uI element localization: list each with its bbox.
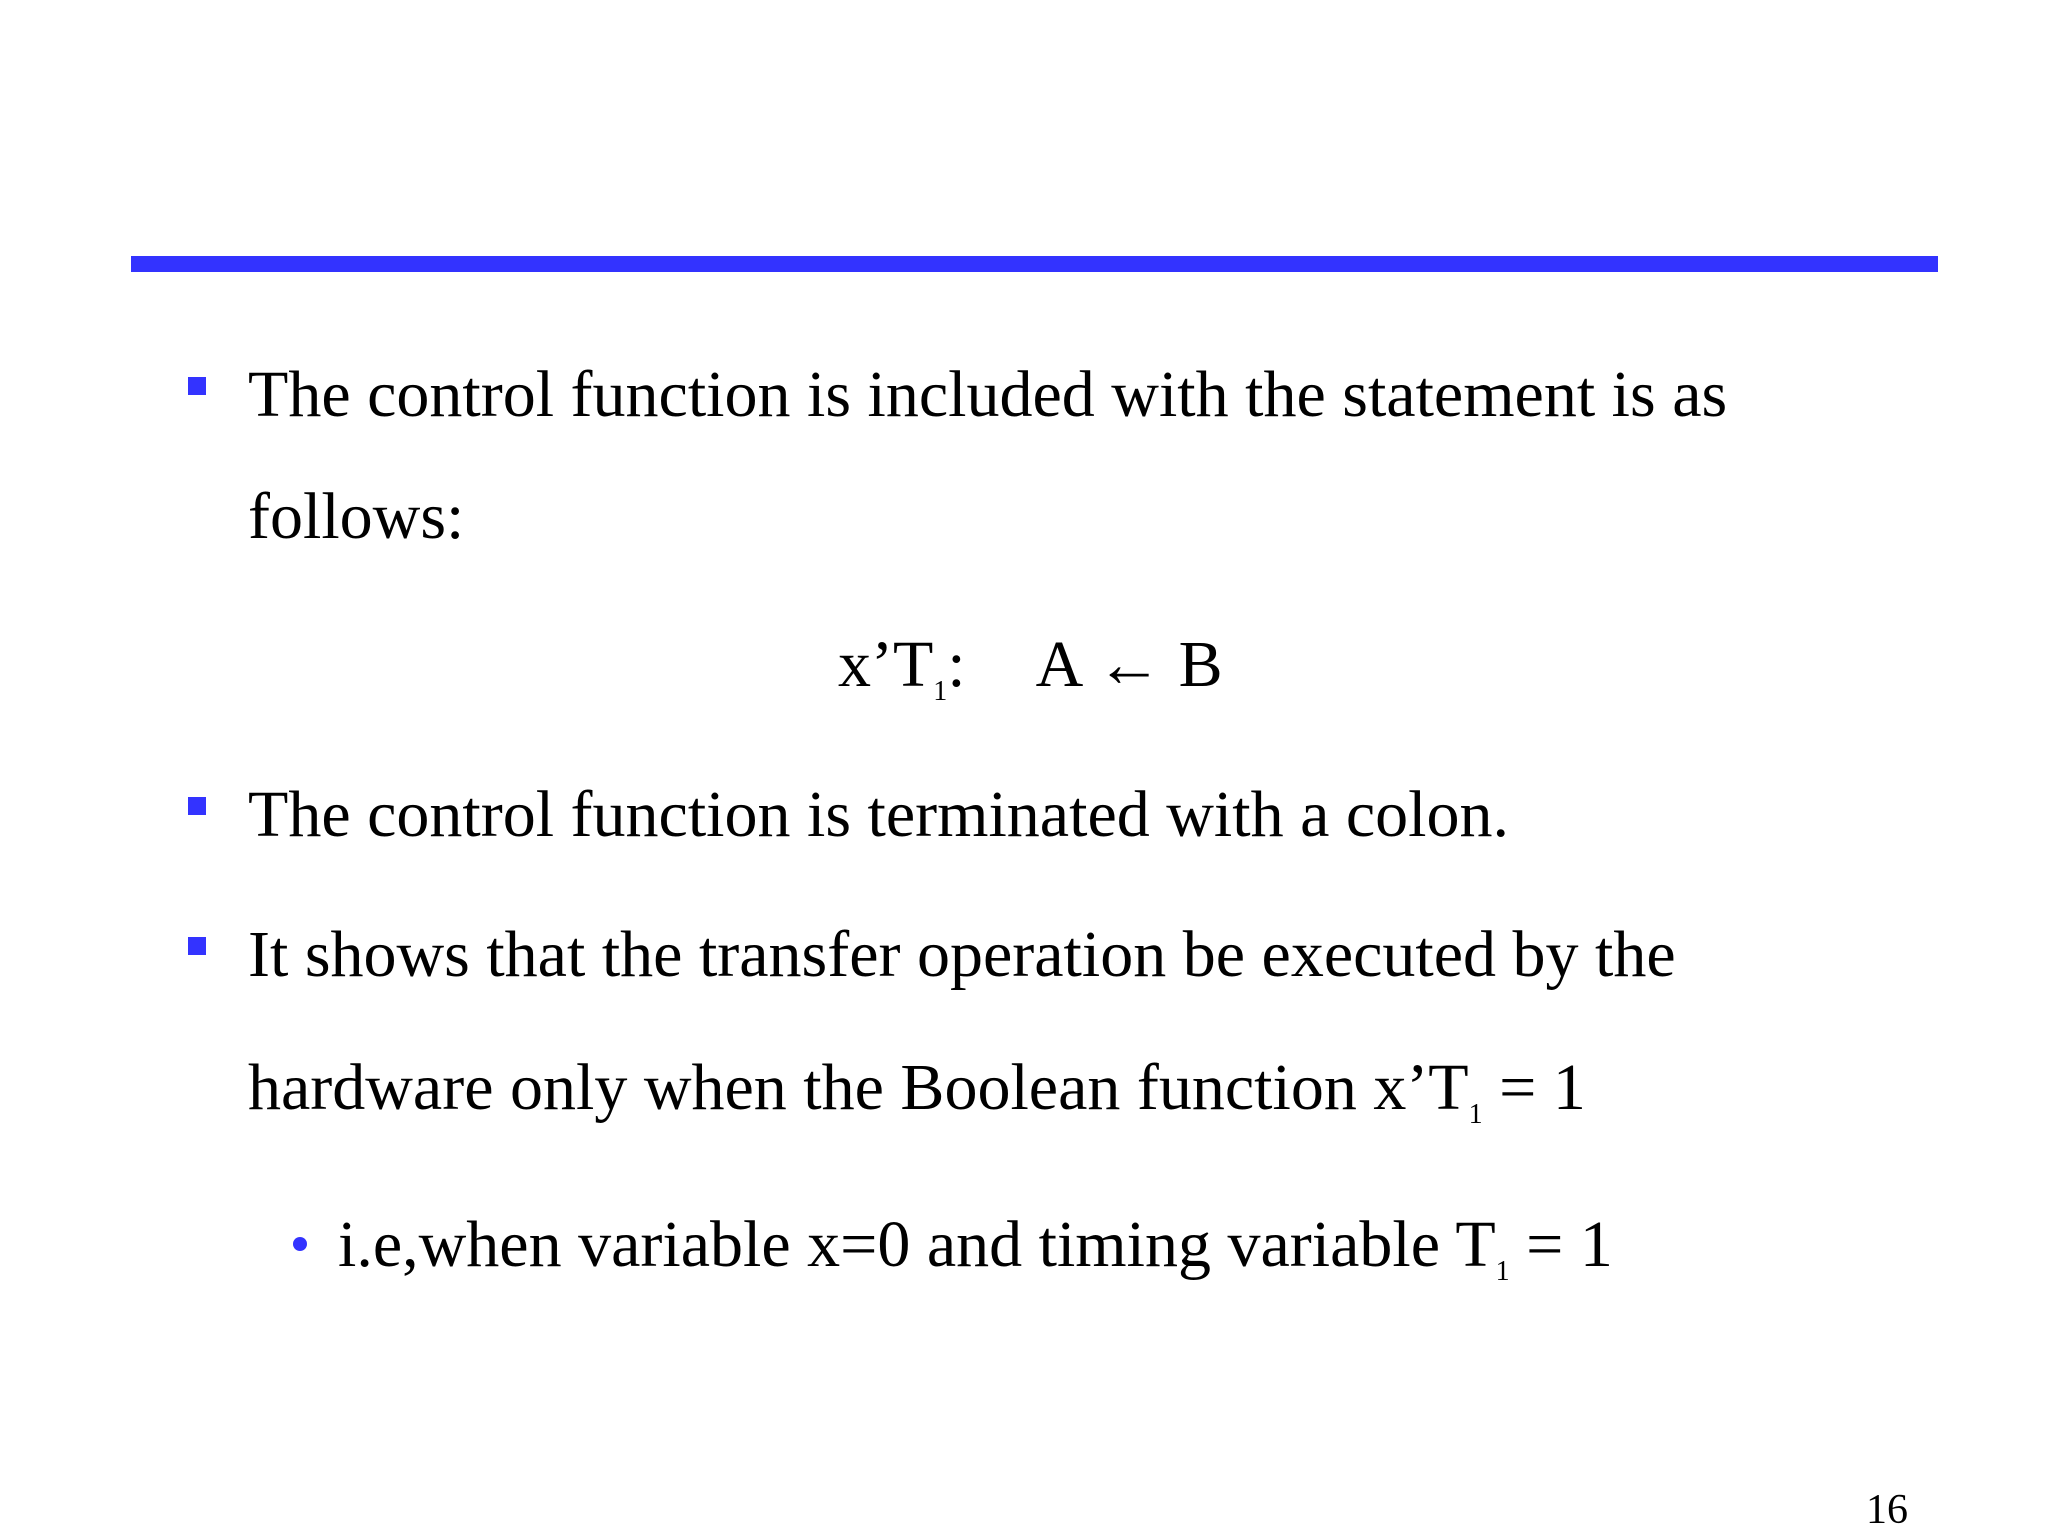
bullet-2-line-1: The control function is terminated with a colon. — [248, 778, 1509, 851]
control-statement-equation — [838, 628, 1223, 707]
equation-colon: : — [947, 628, 966, 701]
title-divider-bar — [131, 256, 1938, 272]
bullet-3-line-2-suffix: = 1 — [1482, 1051, 1586, 1124]
sub-bullet-suffix: = 1 — [1509, 1208, 1613, 1281]
bullet-square-icon — [188, 377, 206, 395]
equation-lhs-subscript: 1 — [933, 676, 948, 707]
page-number: 16 — [1866, 1487, 1908, 1533]
equation-lhs: x’T — [838, 628, 934, 701]
bullet-square-icon — [188, 797, 206, 815]
sub-bullet-dot-icon — [293, 1237, 307, 1251]
bullet-3-line-2 — [248, 1051, 1586, 1130]
bullet-1-line-1: The control function is included with the statement is as — [248, 358, 1728, 431]
sub-bullet-prefix: i.e,when variable x=0 and timing variable T — [338, 1208, 1496, 1281]
bullet-3-line-2-prefix: hardware only when the Boolean function x’T — [248, 1051, 1469, 1124]
equation-rhs: A ← B — [1035, 628, 1223, 701]
sub-bullet-subscript: 1 — [1495, 1256, 1510, 1287]
sub-bullet-line — [338, 1208, 1613, 1287]
bullet-3-subscript: 1 — [1468, 1099, 1483, 1130]
bullet-square-icon — [188, 937, 206, 955]
bullet-1-line-2: follows: — [248, 480, 465, 553]
bullet-3-line-1: It shows that the transfer operation be executed by the — [248, 918, 1676, 991]
